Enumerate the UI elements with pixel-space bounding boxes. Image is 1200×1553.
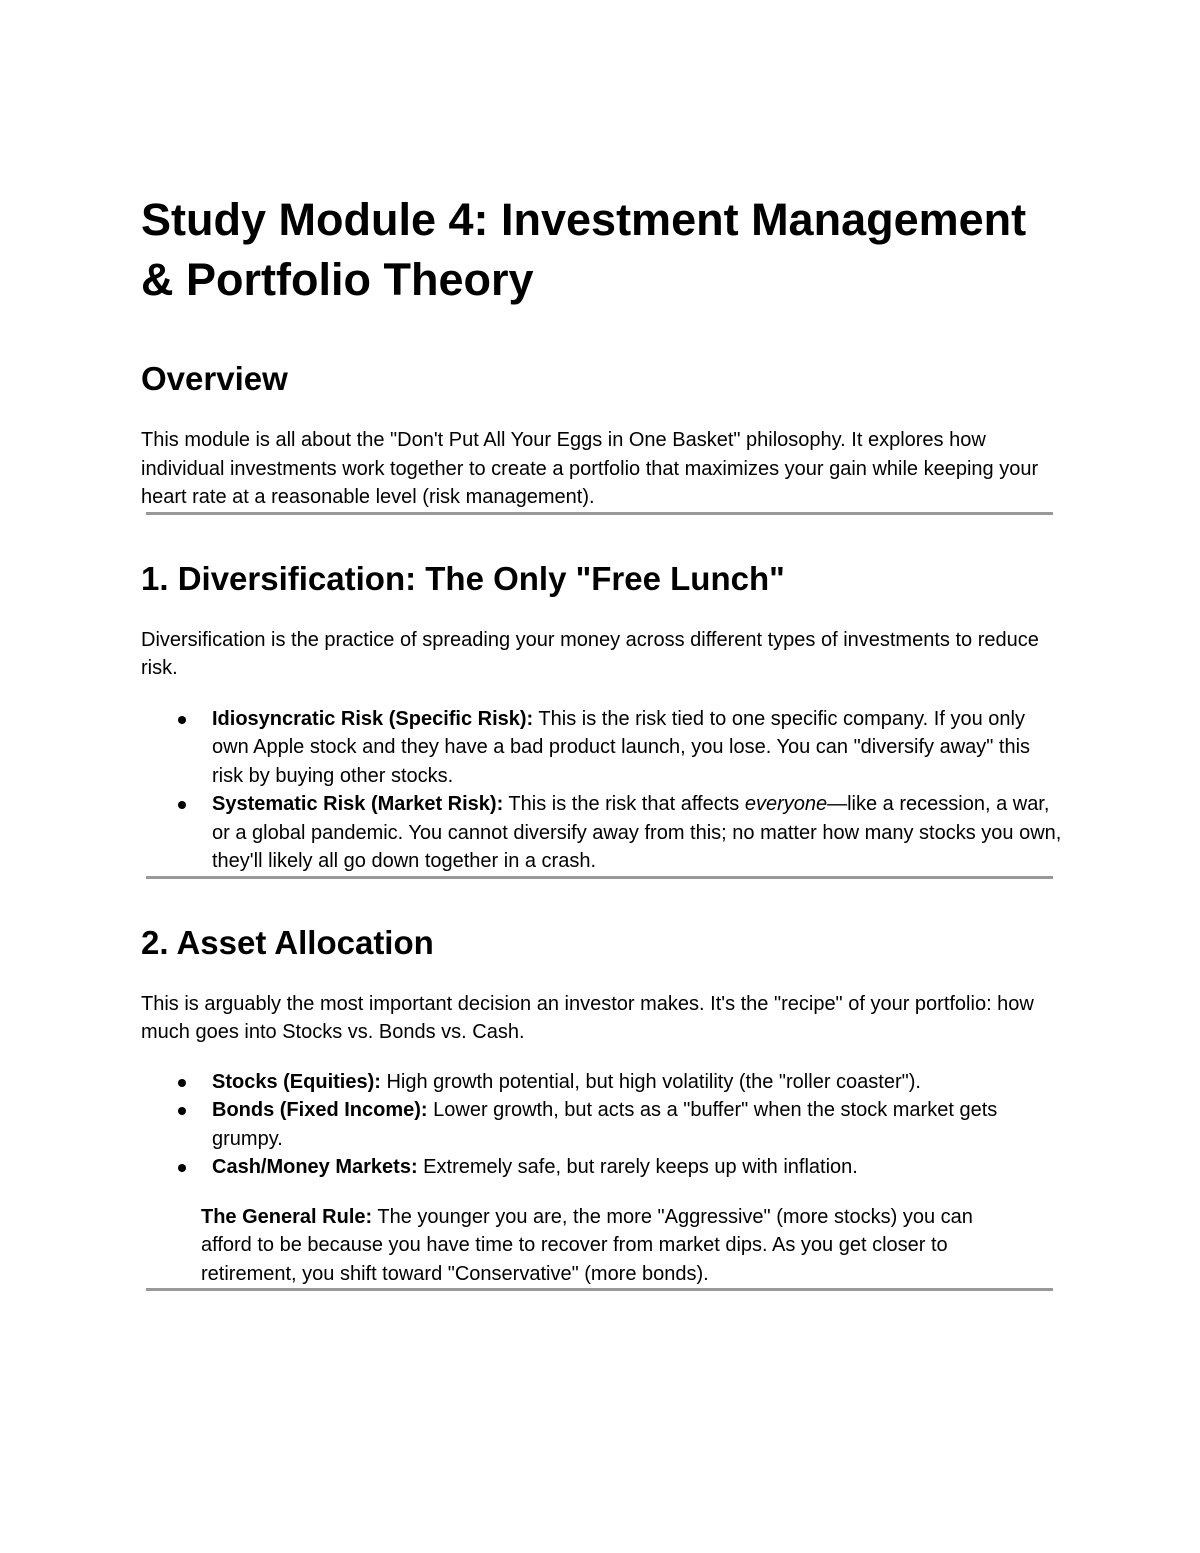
horizontal-rule-3 (146, 1288, 1053, 1291)
general-rule-label: The General Rule: (201, 1205, 373, 1228)
item-text: This is the risk tied to one specific company. If you only own Apple stock and they have a bad product launch, you lose. You can "diversify away" this risk by buying other stocks. (212, 707, 1031, 787)
list-item-idiosyncratic-risk (212, 705, 1066, 791)
general-rule-callout (141, 1203, 1011, 1289)
item-label: Idiosyncratic Risk (Specific Risk): (212, 707, 534, 730)
item-label: Bonds (Fixed Income): (212, 1099, 428, 1121)
bullet-icon (178, 716, 186, 724)
horizontal-rule-1 (146, 512, 1053, 515)
item-label: Stocks (Equities): (212, 1070, 381, 1093)
bullet-icon (178, 1164, 186, 1172)
asset-allocation-heading: 2. Asset Allocation (141, 923, 434, 961)
horizontal-rule-2 (146, 876, 1053, 879)
list-item-cash (212, 1153, 1066, 1182)
document-title: Study Module 4: Investment Management & Portfolio Theory (141, 194, 1027, 305)
diversification-heading: 1. Diversification: The Only "Free Lunch" (141, 559, 785, 597)
list-item-bonds (212, 1096, 1066, 1153)
item-text: This is the risk that affects (503, 793, 745, 815)
list-item-systematic-risk (212, 790, 1066, 876)
overview-paragraph: This module is all about the "Don't Put All Your Eggs in One Basket" philosophy. It explores how individual investments work together to create a portfolio that maximizes your gain while keeping your heart rate at a reasonable level (risk management). (141, 429, 1039, 508)
bullet-icon (178, 801, 186, 809)
bullet-icon (178, 1079, 186, 1087)
item-emphasis: everyone (744, 793, 828, 815)
asset-class-list (141, 1068, 1066, 1182)
item-text: Lower growth, but acts as a "buffer" when the stock market gets grumpy. (212, 1099, 998, 1150)
general-rule-text: The younger you are, the more "Aggressive" (more stocks) you can afford to be because you have time to recover from market dips. As you get closer to retirement, you shift toward "Conservative" (more bonds). (201, 1205, 973, 1285)
item-label: Cash/Money Markets: (212, 1156, 418, 1178)
item-label: Systematic Risk (Market Risk): (212, 793, 504, 815)
asset-allocation-intro: This is arguably the most important decision an investor makes. It's the "recipe" of your portfolio: how much goes into Stocks vs. Bonds vs. Cash. (141, 992, 1034, 1043)
item-text: High growth potential, but high volatility (the "roller coaster"). (380, 1070, 921, 1093)
document-content (141, 190, 1066, 1291)
list-item-stocks (212, 1068, 1066, 1097)
overview-heading: Overview (141, 360, 288, 397)
item-text: Extremely safe, but rarely keeps up with inflation. (417, 1156, 858, 1178)
risk-list (141, 705, 1066, 876)
bullet-icon (178, 1107, 186, 1115)
item-text-continued: —like a recession, a war, or a global pandemic. You cannot diversify away from this; no matter how many stocks you own, they'll likely all go down together in a crash. (212, 793, 1062, 872)
diversification-intro: Diversification is the practice of spreading your money across different types of investments to reduce risk. (141, 628, 1039, 679)
